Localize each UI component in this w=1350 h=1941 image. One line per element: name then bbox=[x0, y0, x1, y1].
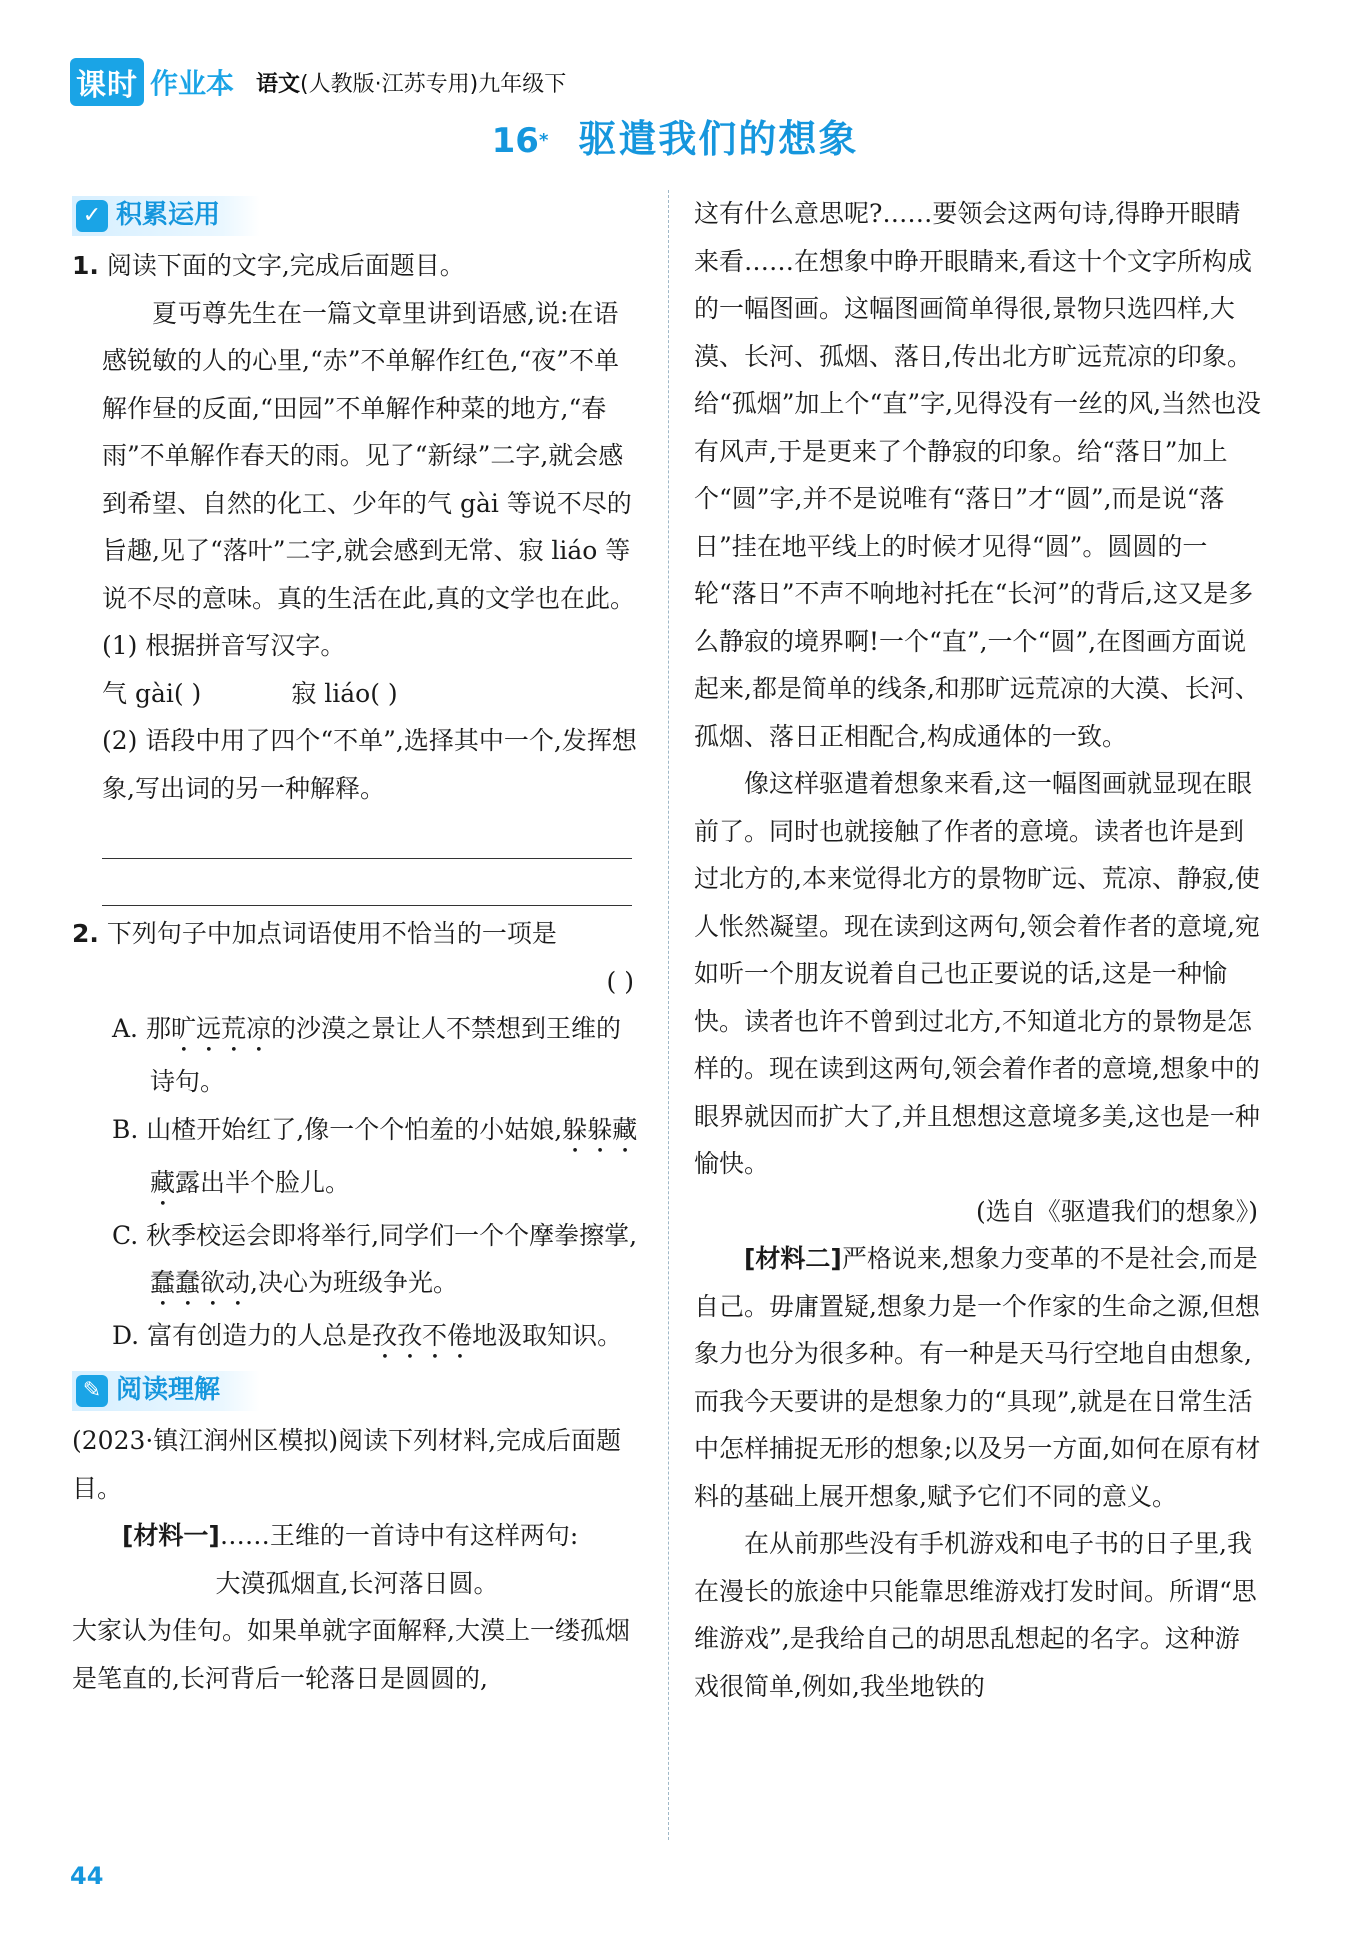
section-accumulation bbox=[72, 196, 260, 236]
blank-gai[interactable]: 气 gài( ) bbox=[102, 678, 202, 708]
right-column bbox=[694, 190, 1262, 1710]
question-1-sub2: (2) 语段中用了四个“不单”,选择其中一个,发挥想象,写出词的另一种解释。 bbox=[102, 726, 637, 803]
option-d-label: D. bbox=[112, 1321, 140, 1350]
option-b-dotted: 躲躲藏藏 bbox=[150, 1114, 638, 1197]
section-reading bbox=[72, 1371, 260, 1411]
reading-intro: (2023·镇江润州区模拟)阅读下列材料,完成后面题目。 bbox=[72, 1426, 622, 1503]
question-1-number: 1. bbox=[72, 251, 99, 280]
question-1-prompt: 阅读下面的文字,完成后面题目。 bbox=[106, 251, 465, 280]
material-1-label: [材料一] bbox=[122, 1521, 220, 1550]
brand-subtitle: 作业本 bbox=[150, 67, 235, 100]
pinyin-blanks bbox=[102, 670, 642, 718]
blank-liao[interactable]: 寂 liáo( ) bbox=[291, 678, 398, 708]
option-a-dotted: 旷远荒凉 bbox=[170, 1014, 271, 1043]
option-a-label: A. bbox=[112, 1014, 139, 1043]
option-b-label: B. bbox=[112, 1114, 139, 1144]
lesson-title-text: 驱遣我们的想象 bbox=[578, 117, 859, 161]
brand-logo: 课时 bbox=[70, 58, 144, 106]
material-2-text: 严格说来,想象力变革的不是社会,而是自己。毋庸置疑,想象力是一个作家的生命之源,但想象力也分为很多种。有一种是天马行空地自由想象,而我今天要讲的是想象力的“具现”,就是在日常生活中怎样捕捉无形的想象;以及另一方面,如何在原有材料的基础上展开想象,赋予它们不同的意义。 bbox=[694, 1244, 1261, 1511]
book-info bbox=[256, 67, 566, 98]
material-1-para-2: 像这样驱遣着想象来看,这一幅图画就显现在眼前了。同时也就接触了作者的意境。读者也许是到过北方的,本来觉得北方的景物旷远、荒凉、静寂,使人怅然凝望。现在读到这两句,领会着作者的意境,宛如听一个朋友说着自己也正要说的话,这是一种愉快。读者也许不曾到过北方,不知道北方的景物是怎样的。现在读到这两句,领会着作者的意境,想象中的眼界就因而扩大了,并且想想这意境多美,这也是一种愉快。 bbox=[694, 769, 1260, 1178]
edition: (人教版·江苏专用)九年级下 bbox=[300, 71, 567, 97]
material-1-para-1: 这有什么意思呢?……要领会这两句诗,得睁开眼睛来看……在想象中睁开眼睛来,看这十个文字所构成的一幅图画。这幅图画简单得很,景物只选四样,大漠、长河、孤烟、落日,传出北方旷远荒凉的印象。给“孤烟”加上个“直”字,见得没有一丝的风,当然也没有风声,于是更来了个静寂的印象。给“落日”加上个“圆”字,并不是说唯有“落日”才“圆”,而是说“落日”挂在地平线上的时候才见得“圆”。圆圆的一轮“落日”不声不响地衬托在“长河”的背后,这又是多么静寂的境界啊!一个“直”,一个“圆”,在图画方面说起来,都是简单的线条,和那旷远荒凉的大漠、长河、孤烟、落日正相配合,构成通体的一致。 bbox=[694, 199, 1262, 751]
option-d-after: 地汲取知识。 bbox=[472, 1321, 623, 1350]
lesson-title bbox=[0, 108, 1350, 163]
subject: 语文 bbox=[256, 71, 301, 97]
question-1-passage: 夏丏尊先生在一篇文章里讲到语感,说:在语感锐敏的人的心里,“赤”不单解作红色,“夜”不单解作昼的反面,“田园”不单解作种菜的地方,“春雨”不单解作春天的雨。见了“新绿”二字,就会感到希望、自然的化工、少年的气 gài 等说不尽的旨趣,见了“落叶”二字,就会感到无常、寂 liáo 等说不尽的意味。真的生活在此,真的文学也在此。 bbox=[102, 298, 635, 613]
brand bbox=[70, 58, 234, 106]
question-1-sub1: (1) 根据拼音写汉字。 bbox=[102, 631, 346, 660]
lesson-number: 16 bbox=[491, 121, 539, 161]
option-b-before: 山楂开始红了,像一个个怕羞的小姑娘, bbox=[146, 1114, 563, 1144]
section-accumulation-label: 积累运用 bbox=[116, 200, 221, 231]
material-2-label: [材料二] bbox=[744, 1244, 842, 1273]
option-c-label: C. bbox=[112, 1220, 139, 1250]
option-a[interactable] bbox=[110, 1005, 642, 1106]
option-d-before: 富有创造力的人总是 bbox=[147, 1321, 373, 1350]
material-2 bbox=[694, 1235, 1262, 1520]
answer-line-1[interactable] bbox=[102, 812, 632, 859]
option-b-after: 露出半个脸儿。 bbox=[175, 1167, 351, 1197]
option-a-before: 那 bbox=[145, 1014, 171, 1043]
lesson-star: * bbox=[538, 129, 549, 151]
page-number: 44 bbox=[70, 1862, 104, 1890]
question-1 bbox=[72, 242, 642, 290]
question-2-answer-paren[interactable]: ( ) bbox=[606, 966, 634, 996]
answer-line-2[interactable] bbox=[102, 859, 632, 906]
left-column bbox=[72, 190, 642, 1702]
question-2-number: 2. bbox=[72, 919, 99, 948]
option-c-dotted: 蠢蠢欲动 bbox=[150, 1268, 251, 1297]
material-1-continued: 大家认为佳句。如果单就字面解释,大漠上一缕孤烟是笔直的,长河背后一轮落日是圆圆的, bbox=[72, 1616, 630, 1693]
material-1-text: ……王维的一首诗中有这样两句: bbox=[219, 1521, 579, 1550]
option-d[interactable] bbox=[110, 1312, 642, 1365]
option-c[interactable] bbox=[110, 1212, 642, 1313]
material-1 bbox=[72, 1512, 642, 1560]
option-c-before: 秋季校运会即将举行,同学们一个个摩拳擦掌, bbox=[146, 1220, 638, 1250]
question-2-prompt: 下列句子中加点词语使用不恰当的一项是 bbox=[106, 919, 557, 948]
option-d-dotted: 孜孜不倦 bbox=[372, 1321, 473, 1350]
page-header bbox=[70, 60, 566, 104]
check-icon: ✓ bbox=[76, 200, 108, 232]
column-divider bbox=[668, 190, 670, 1840]
pencil-icon: ✎ bbox=[76, 1375, 108, 1407]
material-2-para-2: 在从前那些没有手机游戏和电子书的日子里,我在漫长的旅途中只能靠思维游戏打发时间。所谓“思维游戏”,是我给自己的胡思乱想起的名字。这种游戏很简单,例如,我坐地铁的 bbox=[694, 1529, 1257, 1701]
material-1-source: (选自《驱遣我们的想象》) bbox=[975, 1196, 1258, 1226]
poem-line: 大漠孤烟直,长河落日圆。 bbox=[215, 1568, 499, 1598]
option-c-after: ,决心为班级争光。 bbox=[250, 1268, 458, 1297]
question-2 bbox=[72, 910, 642, 958]
option-a-after: 的沙漠之景让人不禁想到王维的诗句。 bbox=[150, 1014, 622, 1096]
section-reading-label: 阅读理解 bbox=[116, 1375, 221, 1406]
option-b[interactable] bbox=[110, 1106, 642, 1212]
